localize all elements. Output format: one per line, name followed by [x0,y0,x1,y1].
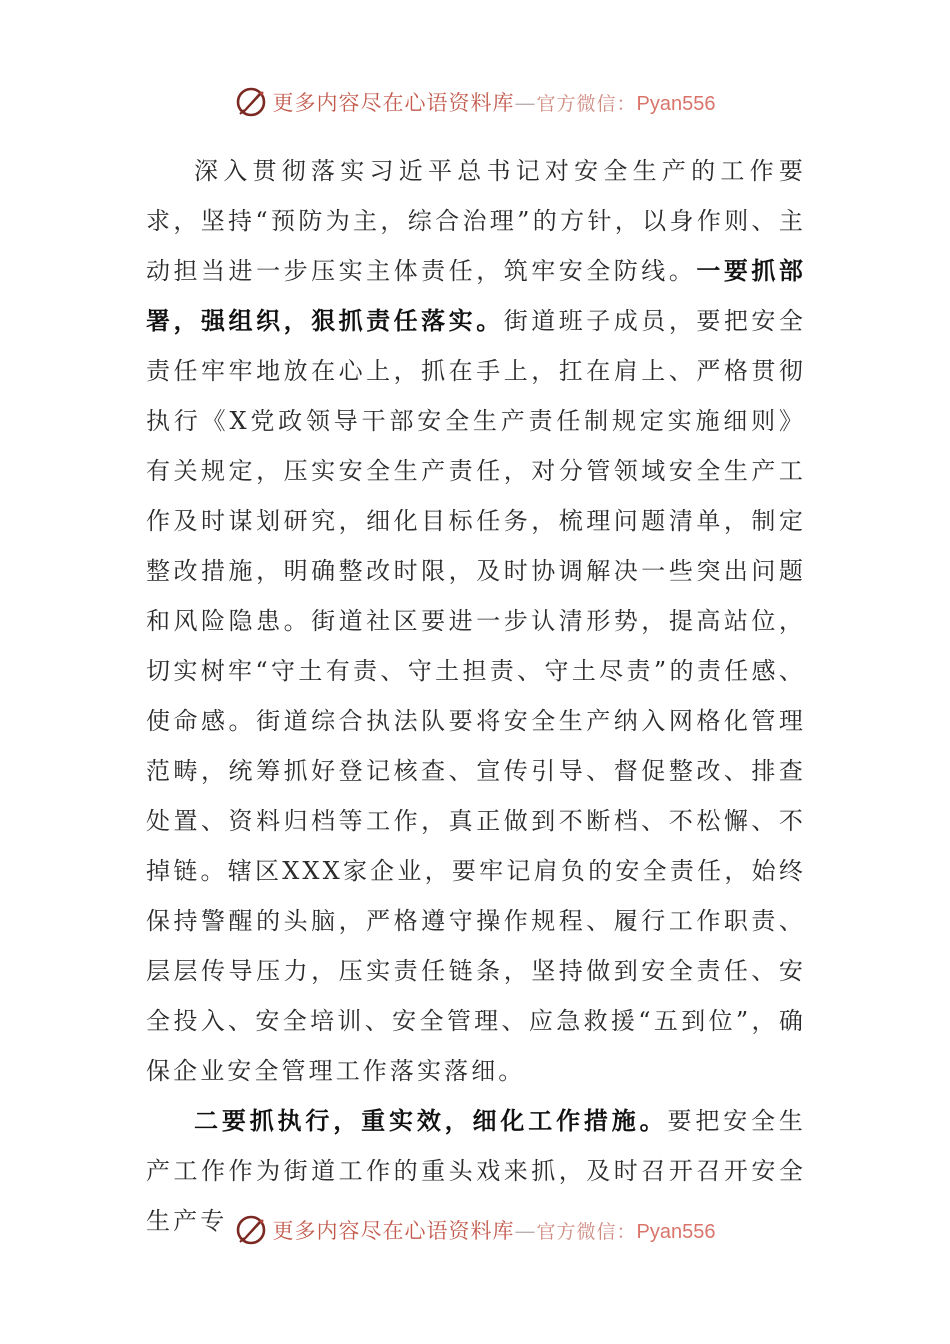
quill-logo-icon [235,1214,267,1246]
document-body [146,146,806,1246]
banner-text [273,1215,716,1245]
paragraph-2-body: 要把安全生产工作作为街道工作的重头戏来抓，及时召开召开安全生产专 [146,1107,807,1235]
paragraph-1 [146,146,806,1096]
banner-separator: — [514,1219,537,1243]
banner-wechat-label: 官方微信： [536,1221,637,1243]
banner-wechat-label: 官方微信： [536,93,637,115]
banner-wechat-id: Pyan556 [636,1221,716,1243]
banner-site-text: 更多内容尽在心语资料库 [272,1219,515,1243]
banner-wechat-id: Pyan556 [636,93,716,115]
footer-banner [0,1210,950,1250]
paragraph-1-heading: 一要抓部署，强组织，狠抓责任落实。 [146,256,806,335]
quill-logo-icon [235,86,267,118]
banner-text [273,87,716,117]
banner-separator: — [514,91,537,115]
paragraph-1-lead: 深入贯彻落实习近平总书记对安全生产的工作要求，坚持“预防为主，综合治理”的方针，以身作则、主动担当进一步压实主体责任，筑牢安全防线。 [146,157,806,285]
paragraph-2-heading: 二要抓执行，重实效，细化工作措施。 [194,1106,668,1135]
header-banner [0,82,950,122]
paragraph-1-body: 街道班子成员，要把安全责任牢牢地放在心上，抓在手上，扛在肩上、严格贯彻执行《X党政领导干部安全生产责任制规定实施细则》有关规定，压实安全生产责任，对分管领域安全生产工作及时谋划研究，细化目标任务，梳理问题清单，制定整改措施，明确整改时限，及时协调解决一些突出问题和风险隐患。街道社区要进一步认清形势，提高站位，切实树牢“守土有责、守土担责、守土尽责”的责任感、使命感。街道综合执法队要将安全生产纳入网格化管理范畴，统筹抓好登记核查、宣传引导、督促整改、排查处置、资料归档等工作，真正做到不断档、不松懈、不掉链。辖区XXX家企业，要牢记肩负的安全责任，始终保持警醒的头脑，严格遵守操作规程、履行工作职责、层层传导压力，压实责任链条，坚持做到安全责任、安全投入、安全培训、安全管理、应急救援“五到位”，确保企业安全管理工作落实落细。 [146,307,806,1085]
banner-site-text: 更多内容尽在心语资料库 [272,91,515,115]
